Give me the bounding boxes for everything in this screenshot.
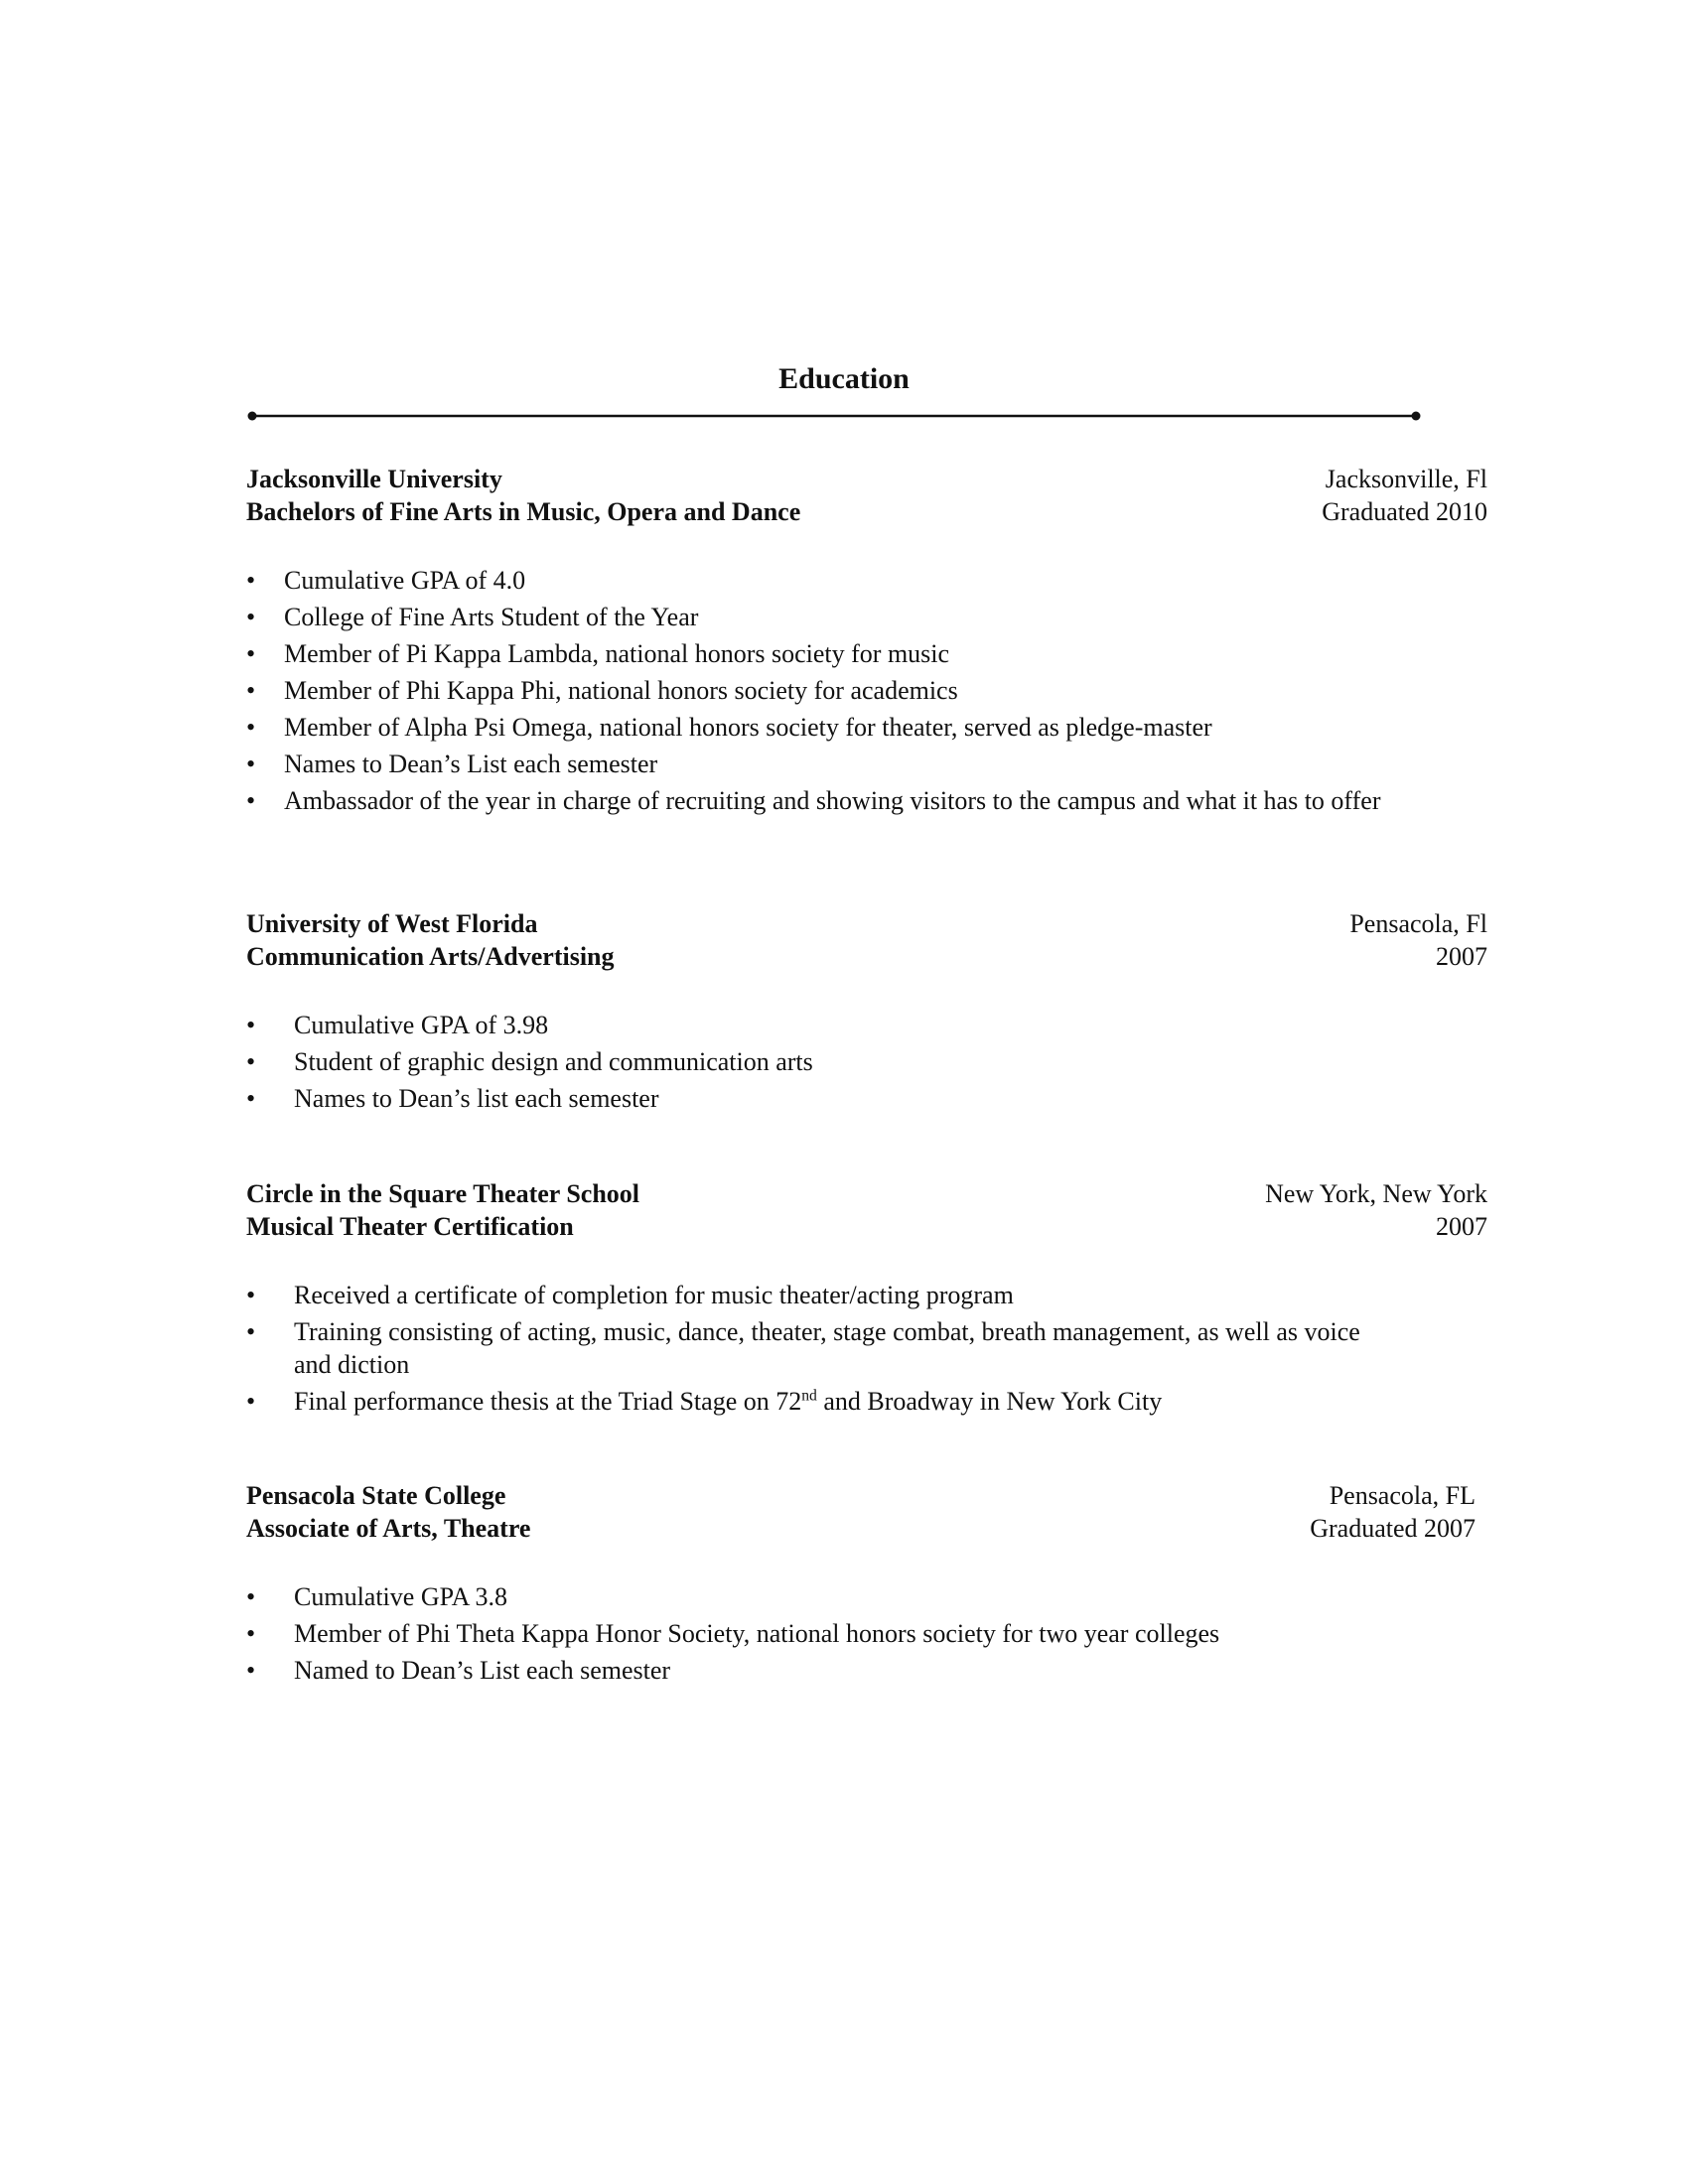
bullet-icon: • bbox=[246, 1656, 256, 1685]
degree-name: Musical Theater Certification bbox=[246, 1212, 574, 1241]
bullet-icon: • bbox=[246, 639, 256, 668]
achievement-list bbox=[246, 1580, 1487, 1687]
bullet-icon: • bbox=[246, 566, 256, 595]
achievement-list bbox=[246, 1279, 1487, 1418]
education-entry-pensacola-state bbox=[246, 1479, 1487, 1691]
entry-header bbox=[246, 463, 1487, 528]
bullet-icon: • bbox=[246, 1317, 256, 1346]
bullet-icon: • bbox=[246, 676, 256, 705]
list-item: • Member of Alpha Psi Omega, national honors society for theater, served as pledge-master bbox=[246, 713, 1212, 742]
list-item: • Student of graphic design and communication arts bbox=[246, 1047, 813, 1076]
education-entry-circle-square bbox=[246, 1177, 1487, 1422]
list-item: • Cumulative GPA of 3.98 bbox=[246, 1011, 549, 1039]
list-item: • Training consisting of acting, music, dance, theater, stage combat, breath management, as well as voice and diction bbox=[246, 1317, 1360, 1379]
achievement-list bbox=[246, 564, 1438, 817]
achievement-list bbox=[246, 1009, 1487, 1115]
list-item: • Named to Dean’s List each semester bbox=[246, 1656, 671, 1685]
list-item: • College of Fine Arts Student of the Year bbox=[246, 603, 699, 631]
school-location: Pensacola, Fl bbox=[1349, 909, 1487, 938]
bullet-icon: • bbox=[246, 1047, 256, 1076]
school-name: Circle in the Square Theater School bbox=[246, 1179, 640, 1208]
school-name: University of West Florida bbox=[246, 909, 538, 938]
degree-name: Communication Arts/Advertising bbox=[246, 942, 615, 971]
list-item: • Names to Dean’s list each semester bbox=[246, 1084, 659, 1113]
list-item: • Ambassador of the year in charge of recruiting and showing visitors to the campus and what it has to offer bbox=[246, 786, 1381, 815]
list-item: • Received a certificate of completion for music theater/acting program bbox=[246, 1281, 1014, 1309]
bullet-icon: • bbox=[246, 1582, 256, 1611]
school-location: New York, New York bbox=[1265, 1179, 1487, 1208]
entry-header bbox=[246, 1177, 1487, 1243]
school-name: Jacksonville University bbox=[246, 465, 502, 493]
school-name: Pensacola State College bbox=[246, 1481, 506, 1510]
section-divider bbox=[246, 409, 1422, 423]
divider-line bbox=[246, 409, 1422, 423]
divider-end-dot-left bbox=[248, 412, 257, 421]
school-location: Jacksonville, Fl bbox=[1325, 465, 1487, 493]
degree-name: Bachelors of Fine Arts in Music, Opera and Dance bbox=[246, 497, 801, 526]
divider-end-dot-right bbox=[1412, 412, 1421, 421]
bullet-icon: • bbox=[246, 1387, 256, 1416]
graduation-date: Graduated 2007 bbox=[1310, 1514, 1476, 1543]
list-item: • Cumulative GPA 3.8 bbox=[246, 1582, 508, 1611]
section-title: Education bbox=[778, 362, 910, 395]
degree-name: Associate of Arts, Theatre bbox=[246, 1514, 531, 1543]
list-item: • Names to Dean’s List each semester bbox=[246, 750, 658, 778]
bullet-icon: • bbox=[246, 1084, 256, 1113]
school-location: Pensacola, FL bbox=[1329, 1481, 1476, 1510]
graduation-date: 2007 bbox=[1436, 942, 1487, 971]
list-item: • Member of Phi Kappa Phi, national honors society for academics bbox=[246, 676, 958, 705]
bullet-icon: • bbox=[246, 1619, 256, 1648]
education-entry-jacksonville bbox=[246, 463, 1487, 821]
bullet-icon: • bbox=[246, 1281, 256, 1309]
bullet-icon: • bbox=[246, 1011, 256, 1039]
bullet-icon: • bbox=[246, 786, 256, 815]
bullet-icon: • bbox=[246, 603, 256, 631]
bullet-icon: • bbox=[246, 713, 256, 742]
education-entry-west-florida bbox=[246, 907, 1487, 1119]
entry-header bbox=[246, 907, 1487, 973]
bullet-icon: • bbox=[246, 750, 256, 778]
list-item: • Member of Phi Theta Kappa Honor Society, national honors society for two year colleges bbox=[246, 1619, 1220, 1648]
list-item: • Cumulative GPA of 4.0 bbox=[246, 566, 526, 595]
graduation-date: Graduated 2010 bbox=[1322, 497, 1487, 526]
list-item: • Member of Pi Kappa Lambda, national honors society for music bbox=[246, 639, 950, 668]
list-item: • Final performance thesis at the Triad Stage on 72nd and Broadway in New York City bbox=[246, 1387, 1163, 1416]
graduation-date: 2007 bbox=[1436, 1212, 1487, 1241]
entry-header bbox=[246, 1479, 1487, 1545]
